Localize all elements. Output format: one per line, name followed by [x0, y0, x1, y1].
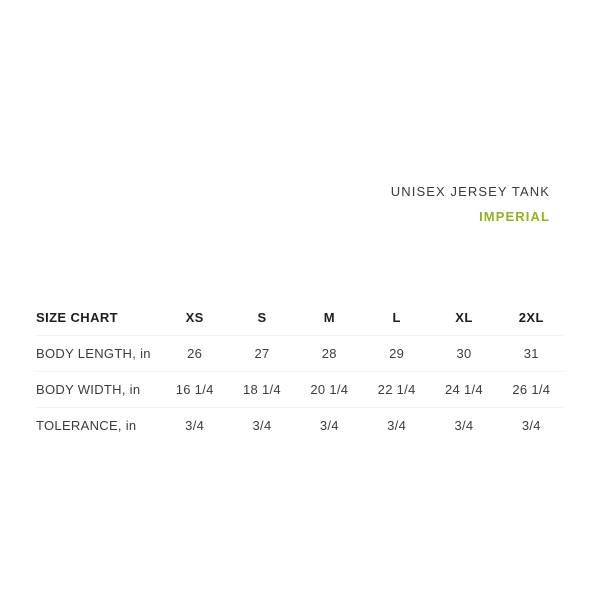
size-value-cell: 20 1/4	[310, 382, 349, 397]
table-header-row	[36, 299, 565, 336]
units-tab-imperial[interactable]: IMPERIAL	[479, 209, 550, 224]
column-header-l: L	[392, 309, 401, 325]
size-value-cell: 22 1/4	[377, 382, 416, 397]
column-header-xl: XL	[455, 309, 473, 325]
table-row-body-length	[36, 336, 565, 372]
table-row-tolerance	[36, 408, 565, 444]
size-chart-header-label: SIZE CHART	[36, 309, 118, 325]
size-value-cell: 26 1/4	[512, 382, 551, 397]
table-row-body-width	[36, 372, 565, 408]
size-value-cell: 26	[187, 346, 203, 361]
size-value-cell: 3/4	[252, 418, 272, 433]
row-label: BODY LENGTH, in	[36, 346, 151, 361]
product-title: UNISEX JERSEY TANK	[390, 184, 550, 199]
size-chart-table-wrap	[36, 299, 565, 443]
column-header-s: S	[257, 309, 267, 325]
size-value-cell: 3/4	[454, 418, 474, 433]
column-header-m: M	[323, 309, 335, 325]
size-value-cell: 30	[456, 346, 472, 361]
size-value-cell: 3/4	[387, 418, 407, 433]
size-value-cell: 18 1/4	[243, 382, 281, 397]
column-header-xs: XS	[185, 309, 204, 325]
column-header-2xl: 2XL	[518, 309, 544, 325]
row-label: BODY WIDTH, in	[36, 382, 141, 397]
size-value-cell: 28	[321, 346, 337, 361]
size-value-cell: 24 1/4	[445, 382, 483, 397]
size-value-cell: 29	[389, 346, 405, 361]
size-value-cell: 16 1/4	[175, 382, 214, 397]
size-value-cell: 31	[523, 346, 539, 361]
size-value-cell: 3/4	[319, 418, 339, 433]
size-value-cell: 27	[254, 346, 270, 361]
product-meta	[391, 185, 550, 226]
row-label: TOLERANCE, in	[36, 418, 137, 433]
size-value-cell: 3/4	[185, 418, 205, 433]
size-chart-table	[36, 299, 565, 443]
size-value-cell: 3/4	[521, 418, 541, 433]
